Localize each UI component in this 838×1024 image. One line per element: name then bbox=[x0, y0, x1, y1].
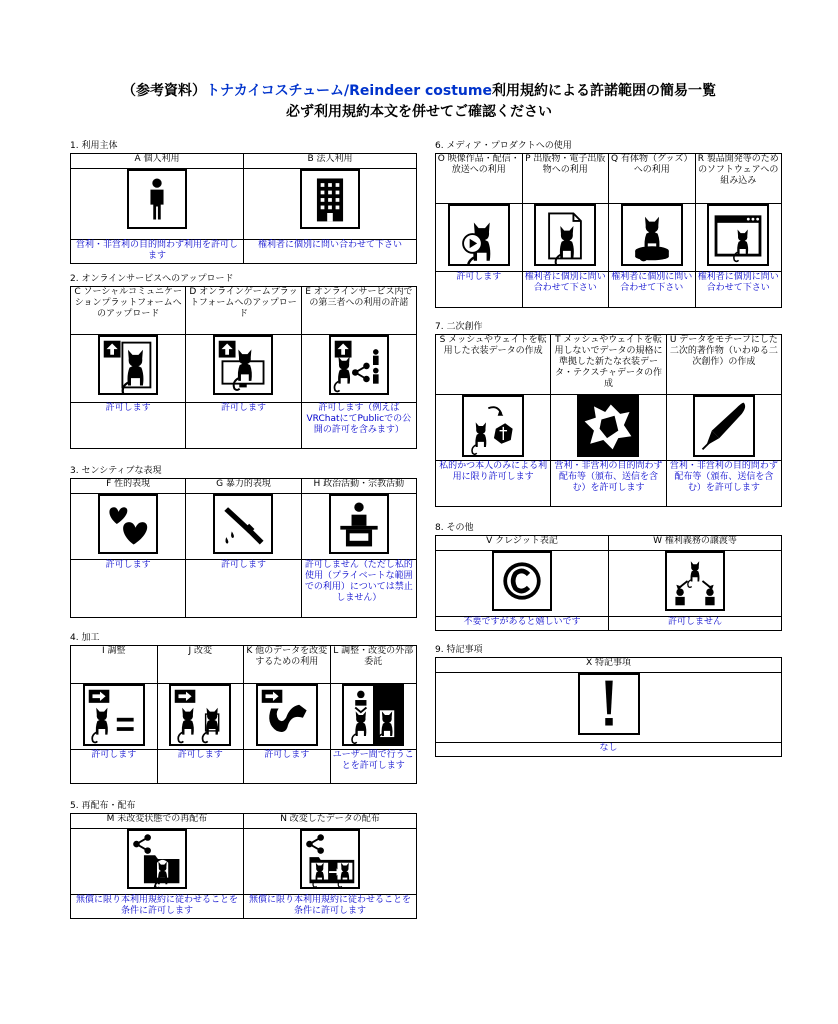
status-political: 許可しません（ただし私的使用（プライベートな範囲での利用）については禁止しません） bbox=[301, 560, 416, 618]
mesh-transfer-icon bbox=[462, 395, 524, 457]
status-violent: 許可します bbox=[186, 560, 301, 618]
status-corporate: 権利者に個別に問い合わせて下さい bbox=[244, 240, 417, 264]
status-transfer: 許可しません bbox=[609, 617, 782, 631]
section-sensitive bbox=[70, 464, 417, 618]
col-header-credit: V クレジット表記 bbox=[436, 536, 609, 551]
publication-icon bbox=[534, 204, 596, 266]
document-subtitle: 必ず利用規約本文を併せてご確認ください bbox=[286, 104, 552, 120]
section-heading: 3. センシティブな表現 bbox=[70, 466, 162, 476]
status-use-other: 許可します bbox=[244, 750, 331, 784]
col-header-third-party: E オンラインサービス内での第三者への利用の許諾 bbox=[301, 287, 416, 335]
col-header-distribute-modified: N 改変したデータの配布 bbox=[244, 814, 417, 829]
section-heading: 7. 二次創作 bbox=[435, 322, 483, 332]
col-header-software: R 製品開発等のためのソフトウェアへの組み込み bbox=[695, 154, 782, 204]
col-header-personal: A 個人利用 bbox=[71, 154, 244, 169]
section-media-products bbox=[435, 139, 782, 308]
status-outsource: ユーザー間で行うことを許可します bbox=[330, 750, 417, 784]
status-credit: 不要ですがあると嬉しいです bbox=[436, 617, 609, 631]
hearts-icon bbox=[98, 494, 158, 554]
col-header-outsource: L 調整・改変の外部委託 bbox=[330, 646, 417, 684]
section-processing bbox=[70, 631, 417, 784]
status-distribute-modified: 無償に限り本利用規約に従わせることを条件に許可します bbox=[244, 895, 417, 919]
section-redistribution bbox=[70, 799, 417, 919]
section-heading: 9. 特記事項 bbox=[435, 645, 483, 655]
status-game: 許可します bbox=[186, 403, 301, 449]
product-name: トナカイコスチューム/Reindeer costume bbox=[206, 83, 492, 99]
status-third-party: 許可します（例えばVRChatにてPublicでの公開の許可を含みます） bbox=[301, 403, 416, 449]
status-publication: 権利者に個別に問い合わせて下さい bbox=[522, 272, 609, 308]
transfer-rights-icon bbox=[665, 551, 725, 611]
section-derivative bbox=[435, 320, 782, 507]
status-personal: 営利・非営利の目的問わず利用を許可します bbox=[71, 240, 244, 264]
col-header-violent: G 暴力的表現 bbox=[186, 479, 301, 494]
col-header-redistribute: M 未改変状態での再配布 bbox=[71, 814, 244, 829]
knife-icon bbox=[213, 494, 273, 554]
col-header-political: H 政治活動・宗教活動 bbox=[301, 479, 416, 494]
status-social: 許可します bbox=[71, 403, 186, 449]
section-notes bbox=[435, 643, 782, 757]
new-clothing-icon bbox=[577, 395, 639, 457]
status-video: 許可します bbox=[436, 272, 523, 308]
document-title: （参考資料）トナカイコスチューム/Reindeer costume利用規約による許諾範囲の簡易一覧 bbox=[122, 83, 716, 99]
building-icon bbox=[300, 169, 360, 229]
section-heading: 5. 再配布・配布 bbox=[70, 801, 136, 811]
col-header-corporate: B 法人利用 bbox=[244, 154, 417, 169]
adjust-icon bbox=[83, 684, 145, 746]
copyright-icon bbox=[492, 551, 552, 611]
status-new-clothing: 営利・非営利の目的問わず配布等（頒布、送信を含む）を許可します bbox=[551, 461, 666, 507]
video-icon bbox=[448, 204, 510, 266]
section-heading: 1. 利用主体 bbox=[70, 141, 118, 151]
section-heading: 4. 加工 bbox=[70, 633, 100, 643]
section-heading: 8. その他 bbox=[435, 523, 474, 533]
pen-nib-icon bbox=[693, 395, 755, 457]
exclamation-icon bbox=[578, 673, 640, 735]
status-goods: 権利者に個別に問い合わせて下さい bbox=[609, 272, 696, 308]
col-header-goods: Q 有体物（グッズ）への利用 bbox=[609, 154, 696, 204]
redistribute-icon bbox=[127, 829, 187, 889]
col-header-publication: P 出版物・電子出版物への利用 bbox=[522, 154, 609, 204]
podium-speaker-icon bbox=[329, 494, 389, 554]
col-header-video: O 映像作品・配信・放送への利用 bbox=[436, 154, 523, 204]
status-redistribute: 無償に限り本利用規約に従わせることを条件に許可します bbox=[71, 895, 244, 919]
col-header-modify: J 改変 bbox=[157, 646, 244, 684]
col-header-game: D オンラインゲームプラットフォームへのアップロード bbox=[186, 287, 301, 335]
status-mesh-transfer: 私的かつ本人のみによる利用に限り許可します bbox=[436, 461, 551, 507]
status-modify: 許可します bbox=[157, 750, 244, 784]
distribute-modified-icon bbox=[300, 829, 360, 889]
col-header-sexual: F 性的表現 bbox=[71, 479, 186, 494]
game-upload-icon bbox=[213, 335, 273, 395]
status-fan-work: 営利・非営利の目的問わず配布等（頒布、送信を含む）を許可します bbox=[666, 461, 781, 507]
status-adjust: 許可します bbox=[71, 750, 158, 784]
col-header-mesh-transfer: S メッシュやウェイトを転用した衣装データの作成 bbox=[436, 335, 551, 395]
col-header-notes: X 特記事項 bbox=[436, 658, 782, 673]
section-heading: 6. メディア・プロダクトへの使用 bbox=[435, 141, 572, 151]
col-header-new-clothing: T メッシュやウェイトを転用しないでデータの規格に準拠した新たな衣装データ・テクスチャデータの作成 bbox=[551, 335, 666, 395]
col-header-use-other: K 他のデータを改変するための利用 bbox=[244, 646, 331, 684]
col-header-transfer: W 権利義務の譲渡等 bbox=[609, 536, 782, 551]
status-notes: なし bbox=[436, 743, 782, 757]
col-header-adjust: I 調整 bbox=[71, 646, 158, 684]
modify-icon bbox=[169, 684, 231, 746]
share-third-party-icon bbox=[329, 335, 389, 395]
col-header-fan-work: U データをモチーフにした二次的著作物（いわゆる二次創作）の作成 bbox=[666, 335, 781, 395]
status-sexual: 許可します bbox=[71, 560, 186, 618]
section-usage-entity bbox=[70, 139, 417, 264]
software-icon bbox=[707, 204, 769, 266]
section-online-upload bbox=[70, 272, 417, 449]
person-icon bbox=[127, 169, 187, 229]
section-heading: 2. オンラインサービスへのアップロード bbox=[70, 274, 234, 284]
social-upload-icon bbox=[98, 335, 158, 395]
outsource-icon bbox=[342, 684, 404, 746]
status-software: 権利者に個別に問い合わせて下さい bbox=[695, 272, 782, 308]
section-other bbox=[435, 521, 782, 631]
use-for-other-data-icon bbox=[256, 684, 318, 746]
col-header-social: C ソーシャルコミュニケーションプラットフォームへのアップロード bbox=[71, 287, 186, 335]
figure-goods-icon bbox=[621, 204, 683, 266]
